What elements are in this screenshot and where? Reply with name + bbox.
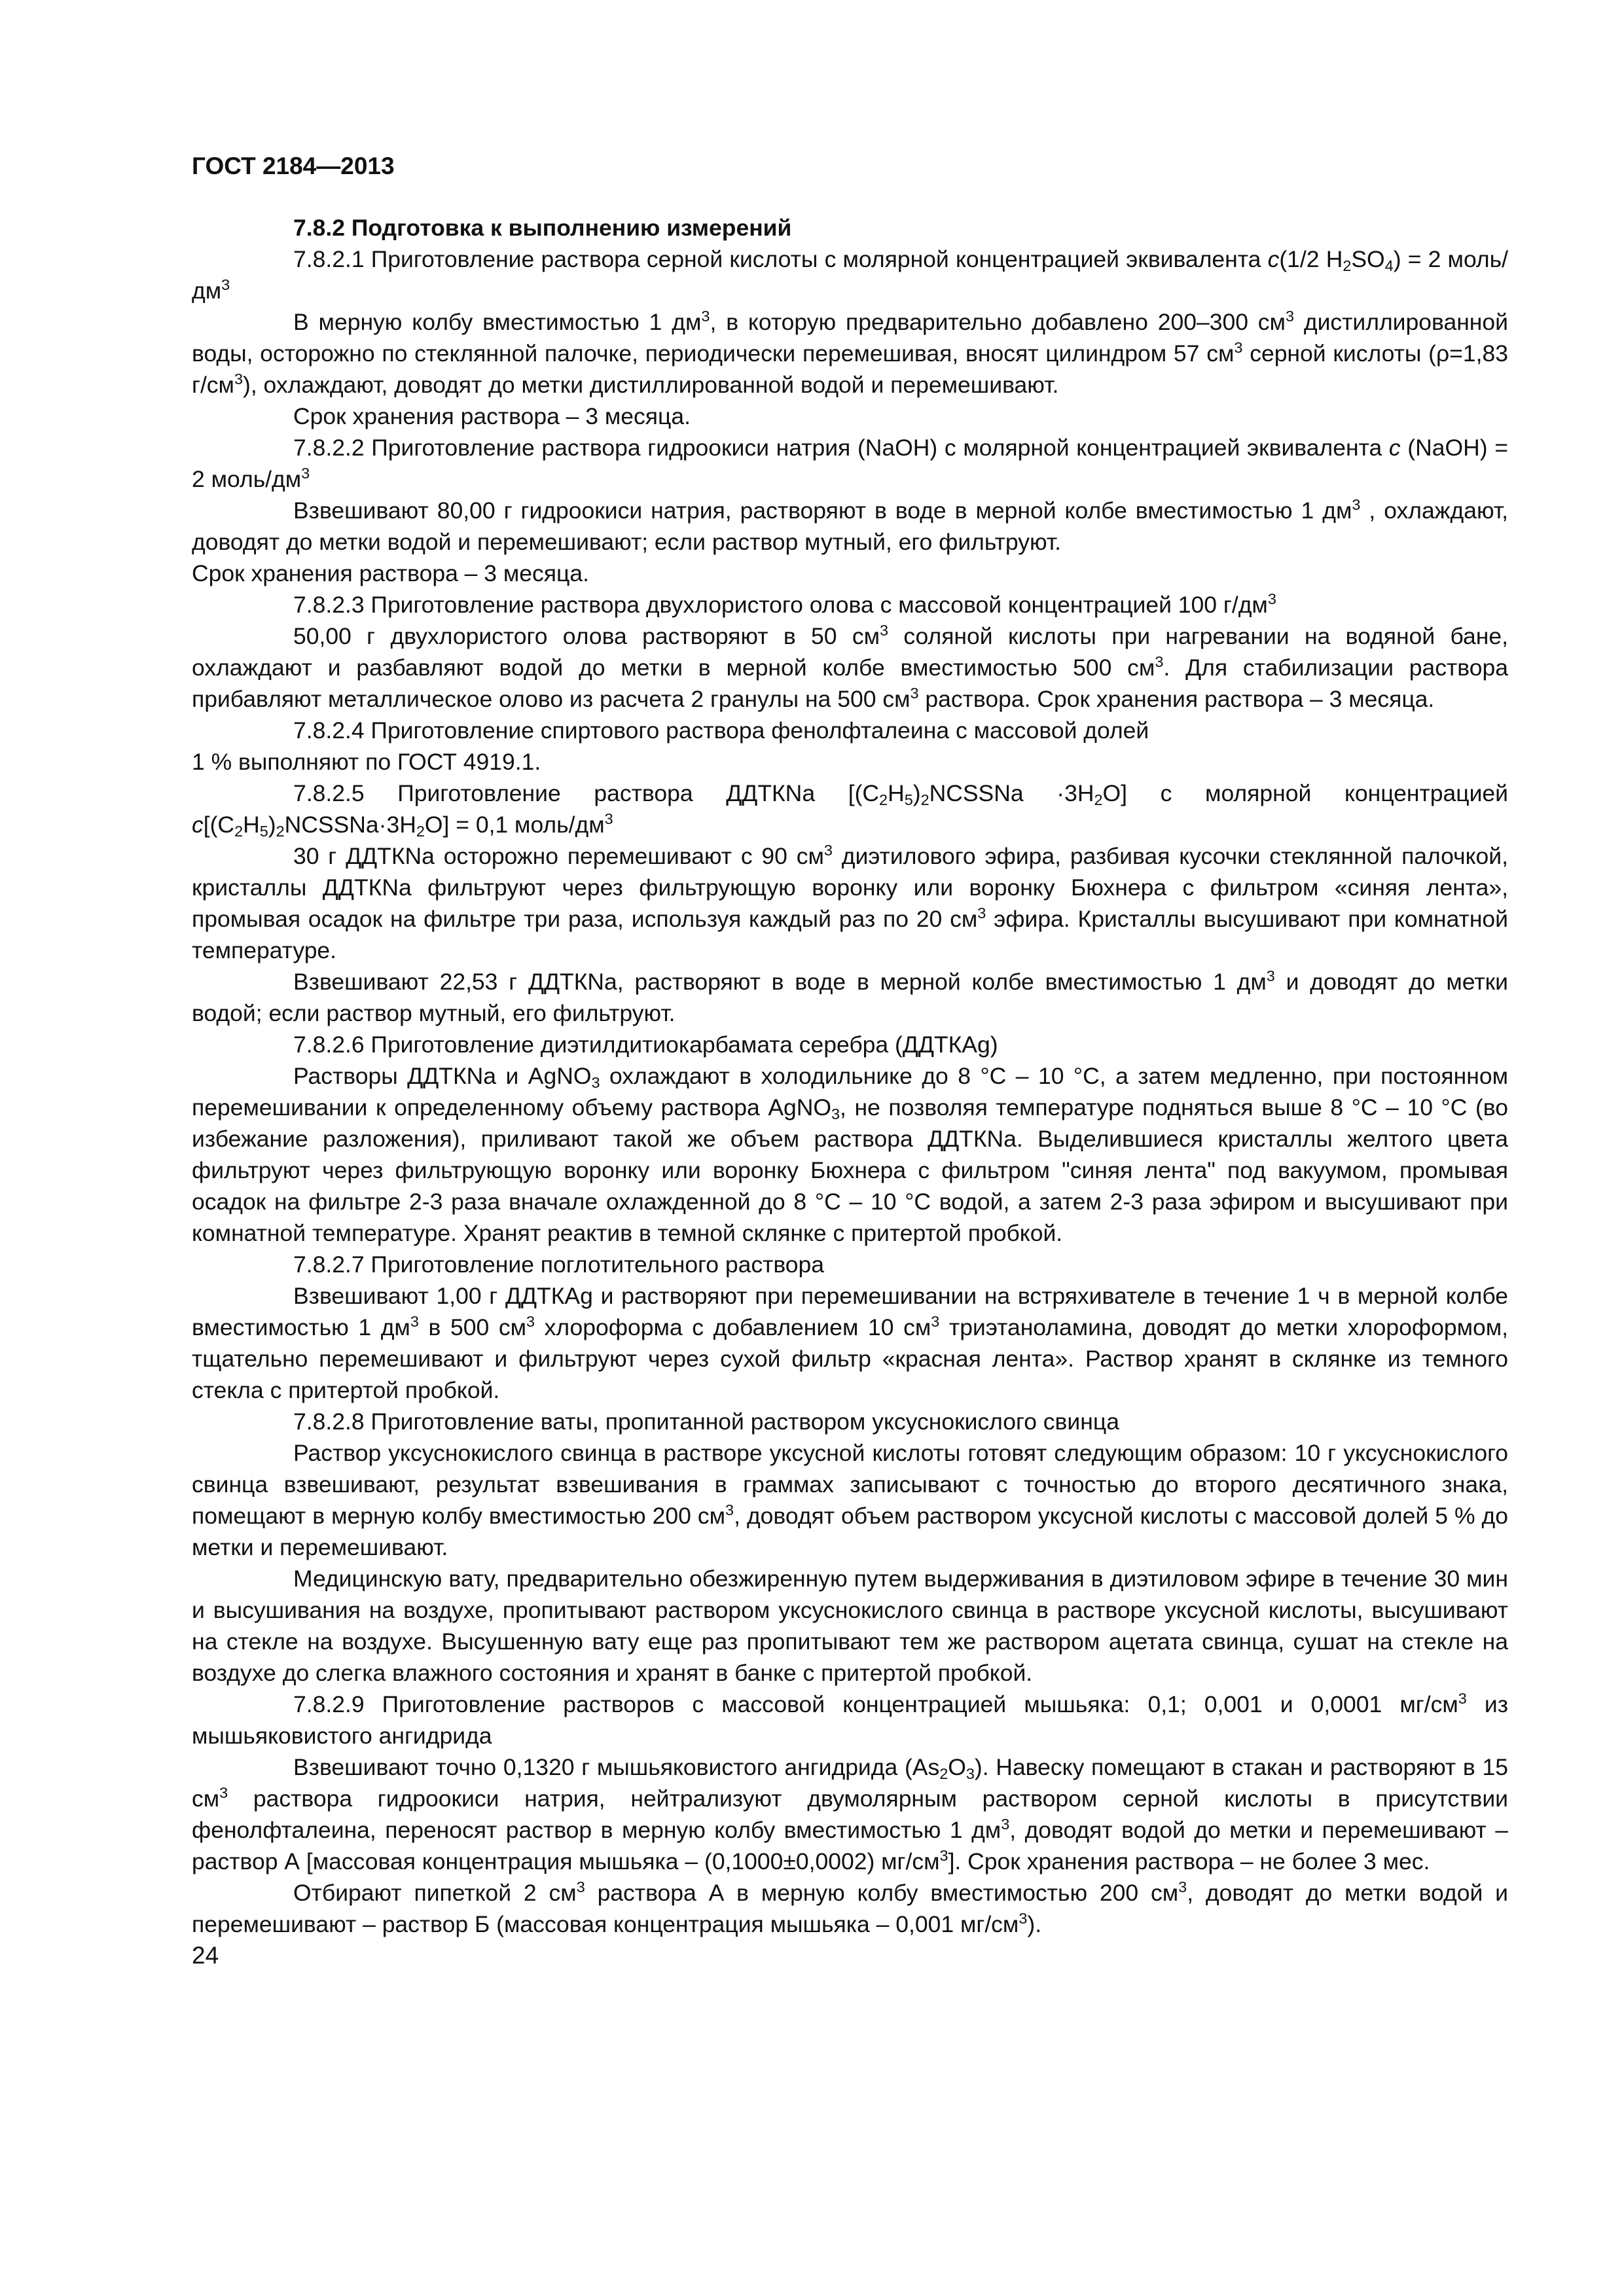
- section-title: 7.8.2 Подготовка к выполнению измерений: [293, 215, 792, 241]
- paragraph-7-8-2-7: 7.8.2.7 Приготовление поглотительного раствора: [293, 1251, 825, 1278]
- paragraph-tin-prep: 50,00 г двухлористого олова растворяют в 50 $см^3$ соляной кислоты при нагревании на водяной бане, охлаждают и разбавляют водой до метки в мерной колбе вместимостью 500 $см^3$. Для стабилизации раствора прибавляют металлическое олово из расчета 2 гранулы на 500 $см^3$ раствора. Срок хранения раствора – 3 месяца.: [192, 622, 1508, 712]
- paragraph-absorber-prep: Взвешивают 1,00 г ДДТКAg и растворяют при перемешивании на встряхивателе в течение 1 ч в мерной колбе вместимостью 1 $дм^3$ в 500 $см^3$ хлороформа с добавлением 10 $см^3$ триэтаноламина, доводят до метки хлороформом, тщательно перемешивают и фильтруют через сухой фильтр «красная лента». Раствор хранят в склянке из темного стекла с притертой пробкой.: [192, 1283, 1508, 1403]
- paragraph-lead-acetate-prep: Раствор уксуснокислого свинца в растворе уксусной кислоты готовят следующим образом: 10 г уксуснокислого свинца взвешивают, результат взвешивания в граммах записывают с точностью до второго десятичного знака, помещают в мерную колбу вместимостью 200 $см^3$, доводят объем раствором уксусной кислоты с массовой долей 5 % до метки и перемешивают.: [192, 1440, 1508, 1560]
- document-page: [192, 151, 1508, 1971]
- paragraph-gost-ref: 1 % выполняют по ГОСТ 4919.1.: [192, 749, 541, 775]
- paragraph-7-8-2-1: 7.8.2.1 Приготовление раствора серной кислоты с молярной концентрацией эквивалента с(1/2 $H_2SO_4) = 2$ моль/$дм^3$: [192, 246, 1508, 304]
- paragraph-storage-1: Срок хранения раствора – 3 месяца.: [293, 403, 691, 429]
- paragraph-storage-2: Срок хранения раствора – 3 месяца.: [192, 560, 589, 586]
- paragraph-7-8-2-2: 7.8.2.2 Приготовление раствора гидроокиси натрия (NaOH) с молярной концентрацией эквивалента с (NaOH) = 2 моль/$дм^3$: [192, 435, 1508, 492]
- paragraph-naoh-prep: Взвешивают 80,00 г гидроокиси натрия, растворяют в воде в мерной колбе вместимостью 1 $дм^3$ , охлаждают, доводят до метки водой и перемешивают; если раствор мутный, его фильтруют.: [192, 496, 1508, 555]
- paragraph-7-8-2-9: 7.8.2.9 Приготовление растворов с массовой концентрацией мышьяка: 0,1; 0,001 и 0,0001 $мг/см^3$ из мышьяковистого ангидрида: [192, 1690, 1508, 1749]
- paragraph-solution-b: Отбирают пипеткой 2 $см^3$ раствора А в мерную колбу вместимостью 200 $см^3$, доводят до метки водой и перемешивают – раствор Б (массовая концентрация мышьяка – 0,001 $мг/см^3$).: [192, 1878, 1508, 1937]
- paragraph-7-8-2-3: 7.8.2.3 Приготовление раствора двухлористого олова с массовой концентрацией 100 $г/дм^3$: [293, 590, 1276, 618]
- page-number: 24: [192, 1942, 219, 1969]
- paragraph-7-8-2-6: 7.8.2.6 Приготовление диэтилдитиокарбамата серебра (ДДТКAg): [293, 1031, 998, 1058]
- paragraph-ddtkna-crystals: 30 г ДДТКNa осторожно перемешивают с 90 $см^3$ диэтилового эфира, разбивая кусочки стеклянной палочкой, кристаллы ДДТКNa фильтруют через фильтрующую воронку или воронку Бюхнера с фильтром «синяя лента», промывая осадок на фильтре три раза, используя каждый раз по 20 $см^3$ эфира. Кристаллы высушивают при комнатной температуре.: [192, 842, 1508, 963]
- paragraph-ddtkna-weigh: Взвешивают 22,53 г ДДТКNa, растворяют в воде в мерной колбе вместимостью 1 $дм^3$ и доводят до метки водой; если раствор мутный, его фильтруют.: [192, 967, 1508, 1026]
- paragraph-ddtkag-prep: Растворы ДДТКNa и AgNO$_3$ охлаждают в холодильнике до 8 °С – 10 °С, а затем медленно, при постоянном перемешивании к определенному объему раствора AgNO$_3$, не позволяя температуре подняться выше 8 °С – 10 °С (во избежание разложения), приливают такой же объем раствора ДДТКNa. Выделившиеся кристаллы желтого цвета фильтруют через фильтрующую воронку или воронку Бюхнера с фильтром "синяя лента" под вакуумом, промывая осадок на фильтре 2-3 раза вначале охлажденной до 8 °С – 10 °С водой, а затем 2-3 раза эфиром и высушивают при комнатной температуре. Хранят реактив в темной склянке с притертой пробкой.: [192, 1063, 1508, 1246]
- paragraph-7-8-2-5: 7.8.2.5 Приготовление раствора ДДТКNa $[(C_2H_5)_2NCSSNa \cdot 3H_2O]$ с молярной концентрацией $с[(C_2H_5)_2NCSSNa\cdot 3H_2O] = 0,1$ моль/$дм^3$: [192, 780, 1508, 840]
- paragraph-7-8-2-8: 7.8.2.8 Приготовление ваты, пропитанной раствором уксуснокислого свинца: [293, 1408, 1119, 1435]
- paragraph-sulfuric-prep: В мерную колбу вместимостью 1 $дм^3$, в которую предварительно добавлено 200–300 $см^3$ дистиллированной воды, осторожно по стеклянной палочке, периодически перемешивая, вносят цилиндром 57 $см^3$ серной кислоты (ρ=1,83 $г/см^3$), охлаждают, доводят до метки дистиллированной водой и перемешивают.: [192, 308, 1509, 398]
- paragraph-7-8-2-4: 7.8.2.4 Приготовление спиртового раствора фенолфталеина с массовой долей: [293, 717, 1149, 744]
- document-header: ГОСТ 2184—2013: [192, 152, 395, 179]
- paragraph-cotton-prep: Медицинскую вату, предварительно обезжиренную путем выдерживания в диэтиловом эфире в течение 30 мин и высушивания на воздухе, пропитывают раствором уксуснокислого свинца в растворе уксусной кислоты, высушивают на стекле на воздухе. Высушенную вату еще раз пропитывают тем же раствором ацетата свинца, сушат на стекле на воздухе до слегка влажного состояния и хранят в банке с притертой пробкой.: [192, 1566, 1508, 1686]
- paragraph-solution-a: Взвешивают точно 0,1320 г мышьяковистого ангидрида $(As_2O_3)$. Навеску помещают в стакан и растворяют в 15 $см^3$ раствора гидроокиси натрия, нейтрализуют двумолярным раствором серной кислоты в присутствии фенолфталеина, переносят раствор в мерную колбу вместимостью 1 $дм^3$, доводят водой до метки и перемешивают – раствор А [массовая концентрация мышьяка – (0,1000±0,0002) $мг/см^3$]. Срок хранения раствора – не более 3 мес.: [192, 1754, 1508, 1874]
